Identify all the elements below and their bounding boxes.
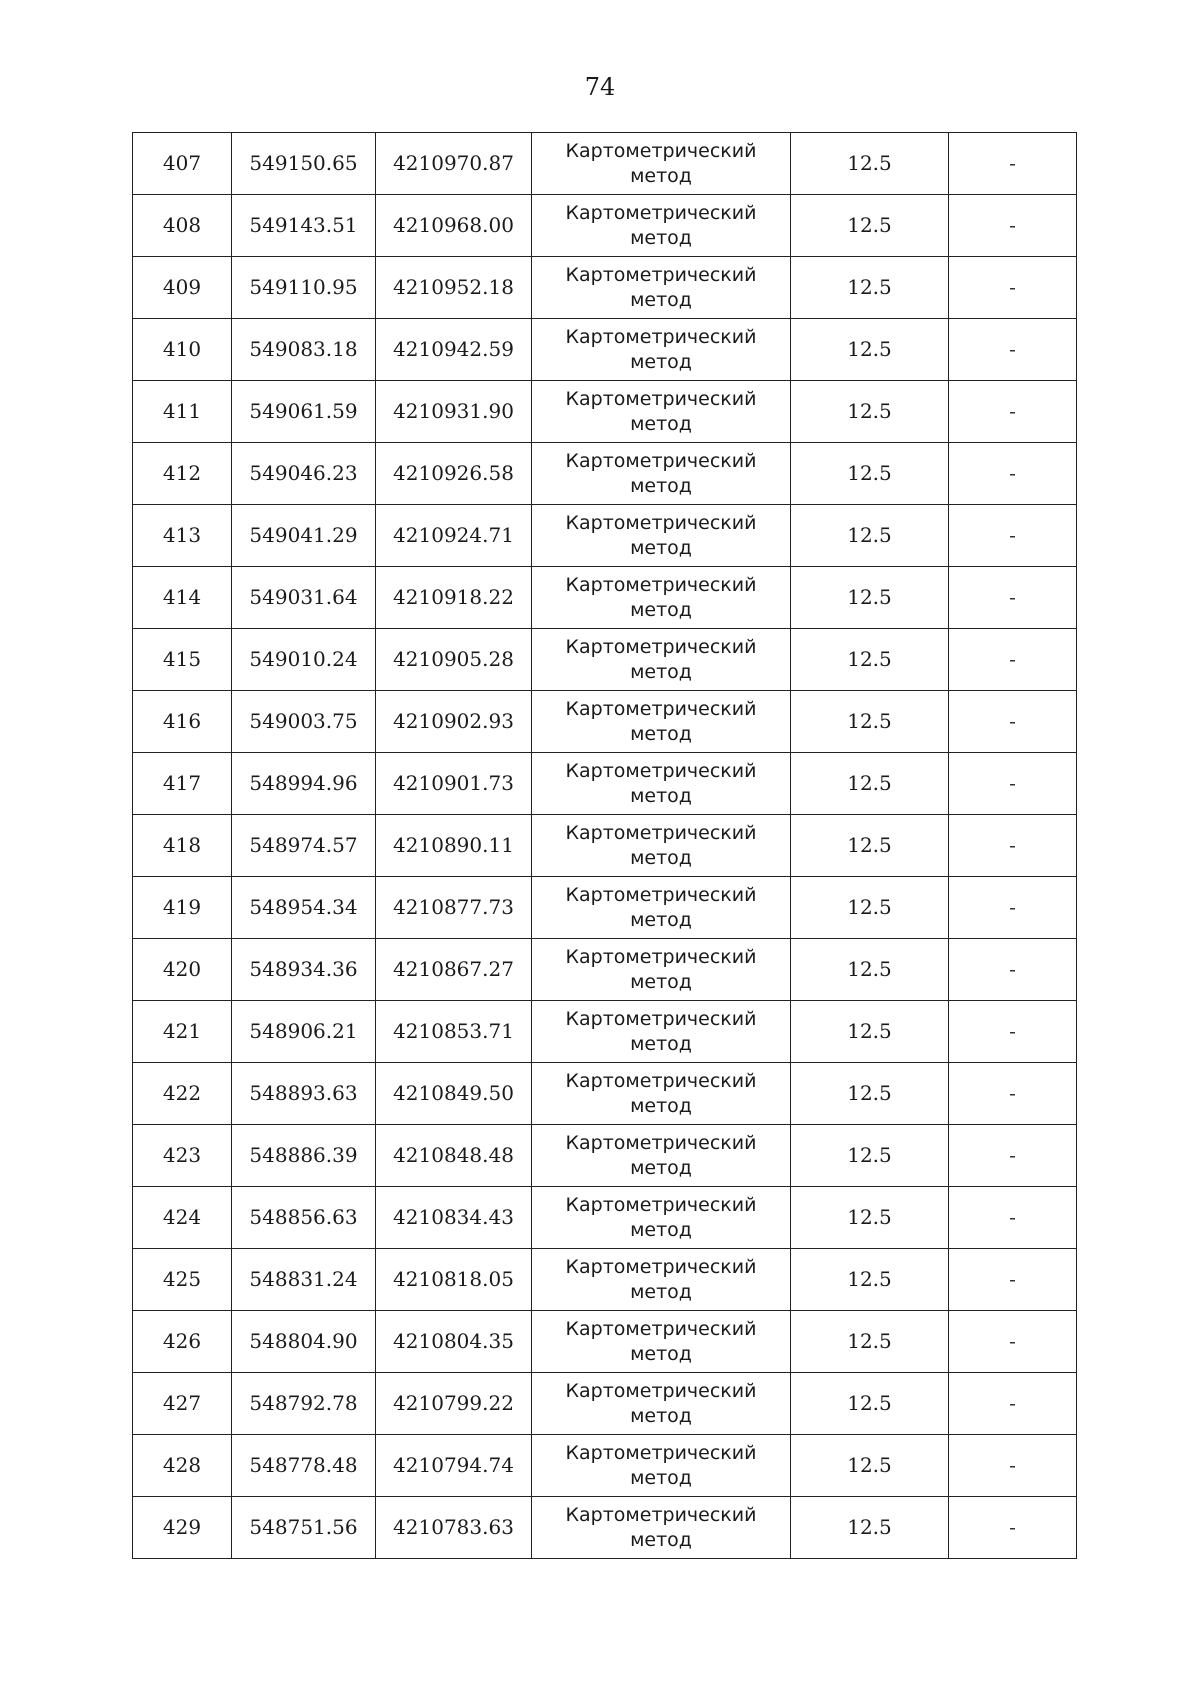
note-cell: - [949, 691, 1077, 753]
method-cell: Картометрический метод [532, 443, 791, 505]
table-row [133, 443, 1077, 505]
point-number-cell: 416 [133, 691, 232, 753]
x-coordinate-cell: 548792.78 [232, 1373, 376, 1435]
x-coordinate-cell: 549150.65 [232, 133, 376, 195]
accuracy-cell: 12.5 [791, 195, 949, 257]
accuracy-cell: 12.5 [791, 1187, 949, 1249]
table-row [133, 195, 1077, 257]
table-row [133, 257, 1077, 319]
note-cell: - [949, 505, 1077, 567]
y-coordinate-cell: 4210942.59 [376, 319, 532, 381]
x-coordinate-cell: 549083.18 [232, 319, 376, 381]
y-coordinate-cell: 4210926.58 [376, 443, 532, 505]
x-coordinate-cell: 549031.64 [232, 567, 376, 629]
accuracy-cell: 12.5 [791, 1373, 949, 1435]
x-coordinate-cell: 548906.21 [232, 1001, 376, 1063]
point-number-cell: 409 [133, 257, 232, 319]
point-number-cell: 424 [133, 1187, 232, 1249]
point-number-cell: 418 [133, 815, 232, 877]
table-row [133, 381, 1077, 443]
point-number-cell: 429 [133, 1497, 232, 1559]
point-number-cell: 407 [133, 133, 232, 195]
method-cell: Картометрический метод [532, 1373, 791, 1435]
accuracy-cell: 12.5 [791, 753, 949, 815]
y-coordinate-cell: 4210890.11 [376, 815, 532, 877]
method-cell: Картометрический метод [532, 381, 791, 443]
note-cell: - [949, 1497, 1077, 1559]
y-coordinate-cell: 4210901.73 [376, 753, 532, 815]
accuracy-cell: 12.5 [791, 939, 949, 1001]
x-coordinate-cell: 549061.59 [232, 381, 376, 443]
method-cell: Картометрический метод [532, 1435, 791, 1497]
x-coordinate-cell: 549010.24 [232, 629, 376, 691]
table-row [133, 877, 1077, 939]
table-row [133, 939, 1077, 1001]
point-number-cell: 427 [133, 1373, 232, 1435]
point-number-cell: 425 [133, 1249, 232, 1311]
y-coordinate-cell: 4210853.71 [376, 1001, 532, 1063]
x-coordinate-cell: 548994.96 [232, 753, 376, 815]
accuracy-cell: 12.5 [791, 629, 949, 691]
accuracy-cell: 12.5 [791, 877, 949, 939]
accuracy-cell: 12.5 [791, 691, 949, 753]
point-number-cell: 412 [133, 443, 232, 505]
table-row [133, 505, 1077, 567]
y-coordinate-cell: 4210968.00 [376, 195, 532, 257]
y-coordinate-cell: 4210867.27 [376, 939, 532, 1001]
table-row [133, 629, 1077, 691]
note-cell: - [949, 133, 1077, 195]
y-coordinate-cell: 4210849.50 [376, 1063, 532, 1125]
x-coordinate-cell: 548954.34 [232, 877, 376, 939]
method-cell: Картометрический метод [532, 1001, 791, 1063]
x-coordinate-cell: 548804.90 [232, 1311, 376, 1373]
y-coordinate-cell: 4210918.22 [376, 567, 532, 629]
x-coordinate-cell: 548751.56 [232, 1497, 376, 1559]
note-cell: - [949, 939, 1077, 1001]
table-row [133, 1001, 1077, 1063]
note-cell: - [949, 1311, 1077, 1373]
point-number-cell: 421 [133, 1001, 232, 1063]
method-cell: Картометрический метод [532, 195, 791, 257]
table-row [133, 1435, 1077, 1497]
table-row [133, 691, 1077, 753]
note-cell: - [949, 1187, 1077, 1249]
table-row [133, 133, 1077, 195]
note-cell: - [949, 815, 1077, 877]
x-coordinate-cell: 548831.24 [232, 1249, 376, 1311]
point-number-cell: 422 [133, 1063, 232, 1125]
point-number-cell: 408 [133, 195, 232, 257]
method-cell: Картометрический метод [532, 505, 791, 567]
note-cell: - [949, 567, 1077, 629]
method-cell: Картометрический метод [532, 691, 791, 753]
note-cell: - [949, 1249, 1077, 1311]
table-row [133, 815, 1077, 877]
y-coordinate-cell: 4210818.05 [376, 1249, 532, 1311]
table-row [133, 1373, 1077, 1435]
table-body [133, 133, 1077, 1559]
method-cell: Картометрический метод [532, 629, 791, 691]
note-cell: - [949, 195, 1077, 257]
point-number-cell: 420 [133, 939, 232, 1001]
point-number-cell: 423 [133, 1125, 232, 1187]
y-coordinate-cell: 4210952.18 [376, 257, 532, 319]
method-cell: Картометрический метод [532, 1497, 791, 1559]
note-cell: - [949, 1063, 1077, 1125]
accuracy-cell: 12.5 [791, 1497, 949, 1559]
method-cell: Картометрический метод [532, 753, 791, 815]
point-number-cell: 426 [133, 1311, 232, 1373]
point-number-cell: 417 [133, 753, 232, 815]
method-cell: Картометрический метод [532, 939, 791, 1001]
method-cell: Картометрический метод [532, 1125, 791, 1187]
accuracy-cell: 12.5 [791, 257, 949, 319]
x-coordinate-cell: 548893.63 [232, 1063, 376, 1125]
point-number-cell: 410 [133, 319, 232, 381]
y-coordinate-cell: 4210834.43 [376, 1187, 532, 1249]
accuracy-cell: 12.5 [791, 1063, 949, 1125]
x-coordinate-cell: 549003.75 [232, 691, 376, 753]
x-coordinate-cell: 548886.39 [232, 1125, 376, 1187]
y-coordinate-cell: 4210804.35 [376, 1311, 532, 1373]
method-cell: Картометрический метод [532, 1249, 791, 1311]
note-cell: - [949, 257, 1077, 319]
table-row [133, 319, 1077, 381]
table-row [133, 1063, 1077, 1125]
table-row [133, 1249, 1077, 1311]
note-cell: - [949, 1001, 1077, 1063]
point-number-cell: 419 [133, 877, 232, 939]
note-cell: - [949, 877, 1077, 939]
table-row [133, 1125, 1077, 1187]
table-row [133, 1187, 1077, 1249]
x-coordinate-cell: 549110.95 [232, 257, 376, 319]
note-cell: - [949, 381, 1077, 443]
note-cell: - [949, 443, 1077, 505]
method-cell: Картометрический метод [532, 1063, 791, 1125]
table-row [133, 753, 1077, 815]
point-number-cell: 415 [133, 629, 232, 691]
method-cell: Картометрический метод [532, 133, 791, 195]
method-cell: Картометрический метод [532, 1311, 791, 1373]
method-cell: Картометрический метод [532, 319, 791, 381]
accuracy-cell: 12.5 [791, 1125, 949, 1187]
accuracy-cell: 12.5 [791, 1311, 949, 1373]
method-cell: Картометрический метод [532, 877, 791, 939]
y-coordinate-cell: 4210931.90 [376, 381, 532, 443]
table-row [133, 1497, 1077, 1559]
note-cell: - [949, 629, 1077, 691]
point-number-cell: 413 [133, 505, 232, 567]
accuracy-cell: 12.5 [791, 1435, 949, 1497]
point-number-cell: 414 [133, 567, 232, 629]
accuracy-cell: 12.5 [791, 1001, 949, 1063]
note-cell: - [949, 1435, 1077, 1497]
accuracy-cell: 12.5 [791, 133, 949, 195]
accuracy-cell: 12.5 [791, 567, 949, 629]
note-cell: - [949, 753, 1077, 815]
y-coordinate-cell: 4210848.48 [376, 1125, 532, 1187]
accuracy-cell: 12.5 [791, 381, 949, 443]
note-cell: - [949, 319, 1077, 381]
accuracy-cell: 12.5 [791, 505, 949, 567]
method-cell: Картометрический метод [532, 815, 791, 877]
x-coordinate-cell: 549046.23 [232, 443, 376, 505]
x-coordinate-cell: 549041.29 [232, 505, 376, 567]
coordinates-table [132, 132, 1077, 1559]
method-cell: Картометрический метод [532, 257, 791, 319]
y-coordinate-cell: 4210877.73 [376, 877, 532, 939]
table-row [133, 567, 1077, 629]
accuracy-cell: 12.5 [791, 815, 949, 877]
x-coordinate-cell: 548778.48 [232, 1435, 376, 1497]
y-coordinate-cell: 4210905.28 [376, 629, 532, 691]
point-number-cell: 411 [133, 381, 232, 443]
note-cell: - [949, 1373, 1077, 1435]
x-coordinate-cell: 548934.36 [232, 939, 376, 1001]
y-coordinate-cell: 4210783.63 [376, 1497, 532, 1559]
x-coordinate-cell: 548974.57 [232, 815, 376, 877]
y-coordinate-cell: 4210924.71 [376, 505, 532, 567]
y-coordinate-cell: 4210794.74 [376, 1435, 532, 1497]
point-number-cell: 428 [133, 1435, 232, 1497]
page-number: 74 [584, 73, 616, 101]
accuracy-cell: 12.5 [791, 443, 949, 505]
y-coordinate-cell: 4210970.87 [376, 133, 532, 195]
method-cell: Картометрический метод [532, 1187, 791, 1249]
y-coordinate-cell: 4210902.93 [376, 691, 532, 753]
note-cell: - [949, 1125, 1077, 1187]
accuracy-cell: 12.5 [791, 319, 949, 381]
table-row [133, 1311, 1077, 1373]
method-cell: Картометрический метод [532, 567, 791, 629]
accuracy-cell: 12.5 [791, 1249, 949, 1311]
y-coordinate-cell: 4210799.22 [376, 1373, 532, 1435]
x-coordinate-cell: 548856.63 [232, 1187, 376, 1249]
x-coordinate-cell: 549143.51 [232, 195, 376, 257]
